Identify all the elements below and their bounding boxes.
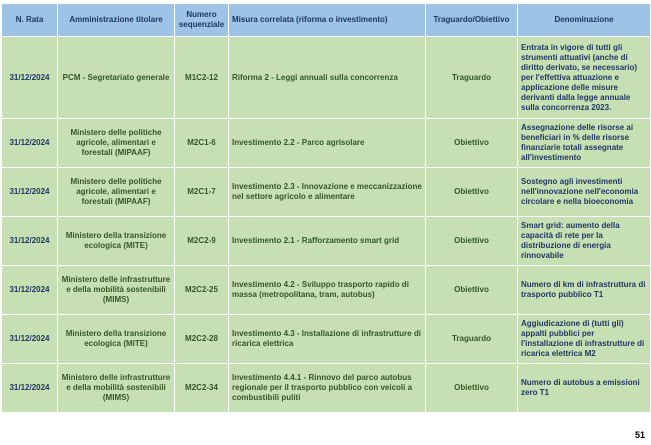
cell-amministrazione: Ministero delle politiche agricole, alimentari e forestali (MIPAAF) — [58, 168, 175, 217]
table-row — [2, 37, 651, 119]
cell-traguardo: Obiettivo — [426, 119, 518, 168]
header-denominazione: Denominazione — [518, 4, 651, 37]
page-number: 51 — [634, 430, 645, 440]
table-row — [2, 364, 651, 413]
cell-traguardo: Obiettivo — [426, 266, 518, 315]
cell-numero: M2C1-7 — [175, 168, 229, 217]
cell-misura: Investimento 4.4.1 - Rinnovo del parco autobus regionale per il trasporto pubblico con veicoli a combustibili puliti — [229, 364, 426, 413]
cell-numero: M1C2-12 — [175, 37, 229, 119]
cell-rata: 31/12/2024 — [2, 37, 58, 119]
cell-rata: 31/12/2024 — [2, 364, 58, 413]
cell-denominazione: Smart grid: aumento della capacità di rete per la distribuzione di energia rinnovabile — [518, 217, 651, 266]
header-row — [2, 4, 651, 37]
table-row — [2, 315, 651, 364]
cell-numero: M2C2-25 — [175, 266, 229, 315]
cell-traguardo: Traguardo — [426, 37, 518, 119]
cell-rata: 31/12/2024 — [2, 168, 58, 217]
header-traguardo: Traguardo/Obiettivo — [426, 4, 518, 37]
table-row — [2, 266, 651, 315]
cell-traguardo: Obiettivo — [426, 168, 518, 217]
cell-numero: M2C2-34 — [175, 364, 229, 413]
cell-misura: Investimento 4.2 - Sviluppo trasporto rapido di massa (metropolitana, tram, autobus) — [229, 266, 426, 315]
cell-numero: M2C2-28 — [175, 315, 229, 364]
cell-misura: Investimento 2.2 - Parco agrisolare — [229, 119, 426, 168]
cell-numero: M2C1-6 — [175, 119, 229, 168]
cell-denominazione: Assegnazione delle risorse ai beneficiari in % delle risorse finanziarie totali assegnate all'investimento — [518, 119, 651, 168]
header-rata: N. Rata — [2, 4, 58, 37]
cell-denominazione: Numero di autobus a emissioni zero T1 — [518, 364, 651, 413]
cell-amministrazione: Ministero delle politiche agricole, alimentari e forestali (MIPAAF) — [58, 119, 175, 168]
cell-denominazione: Sostegno agli investimenti nell'innovazione nell'economia circolare e nella bioeconomia — [518, 168, 651, 217]
header-numero: Numero sequenziale — [175, 4, 229, 37]
cell-rata: 31/12/2024 — [2, 217, 58, 266]
cell-rata: 31/12/2024 — [2, 266, 58, 315]
cell-amministrazione: Ministero delle infrastrutture e della mobilità sostenibili (MIMS) — [58, 364, 175, 413]
header-misura: Misura correlata (riforma o investimento) — [229, 4, 426, 37]
cell-traguardo: Obiettivo — [426, 364, 518, 413]
measures-table — [1, 3, 651, 413]
cell-misura: Investimento 2.1 - Rafforzamento smart grid — [229, 217, 426, 266]
cell-denominazione: Entrata in vigore di tutti gli strumenti attuativi (anche di diritto derivato, se necessario) per l'effettiva attuazione e applicazione delle misure derivanti dalla legge annuale sulla concorrenza 2023. — [518, 37, 651, 119]
cell-rata: 31/12/2024 — [2, 315, 58, 364]
table-row — [2, 217, 651, 266]
cell-misura: Investimento 2.3 - Innovazione e meccanizzazione nel settore agricolo e alimentare — [229, 168, 426, 217]
cell-misura: Investimento 4.3 - Installazione di infrastrutture di ricarica elettrica — [229, 315, 426, 364]
cell-amministrazione: Ministero della transizione ecologica (MITE) — [58, 315, 175, 364]
cell-amministrazione: Ministero della transizione ecologica (MITE) — [58, 217, 175, 266]
cell-amministrazione: PCM - Segretariato generale — [58, 37, 175, 119]
cell-traguardo: Obiettivo — [426, 217, 518, 266]
cell-denominazione: Aggiudicazione di (tutti gli) appalti pubblici per l'installazione di infrastrutture di ricarica elettrica M2 — [518, 315, 651, 364]
cell-traguardo: Traguardo — [426, 315, 518, 364]
table-row — [2, 168, 651, 217]
cell-rata: 31/12/2024 — [2, 119, 58, 168]
cell-denominazione: Numero di km di infrastruttura di trasporto pubblico T1 — [518, 266, 651, 315]
cell-misura: Riforma 2 - Leggi annuali sulla concorrenza — [229, 37, 426, 119]
cell-numero: M2C2-9 — [175, 217, 229, 266]
header-amministrazione: Amministrazione titolare — [58, 4, 175, 37]
table-row — [2, 119, 651, 168]
cell-amministrazione: Ministero delle infrastrutture e della mobilità sostenibili (MIMS) — [58, 266, 175, 315]
